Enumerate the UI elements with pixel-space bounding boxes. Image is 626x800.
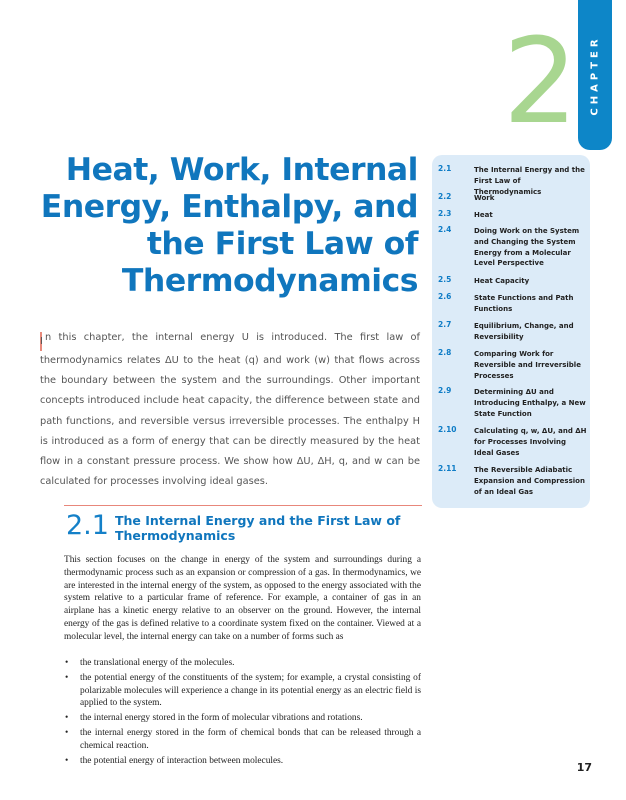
section-divider <box>64 505 422 506</box>
toc-label: Heat Capacity <box>474 277 530 285</box>
toc-number: 2.7 <box>438 320 452 329</box>
toc-number: 2.10 <box>438 425 457 434</box>
section-title: The Internal Energy and the First Law of Thermodynamics <box>115 513 401 543</box>
chapter-number: 2 <box>502 12 578 150</box>
toc-label: Equilibrium, Change, and Reversibility <box>474 322 574 341</box>
list-item <box>64 727 421 753</box>
intro-text: n this chapter, the internal energy U is introduced. The first law of thermodynamics relates ΔU to the heat (q) and work (w) that flows across the boundary between the system and the surroundings. Other important concepts introduced include heat capacity, the difference between state and path functions, and reversible versus irreversible processes. The enthalpy H is introduced as a form of energy that can be directly measured by the heat flow in a constant pressure process. We show how ΔU, ΔH, q, and w can be calculated for processes involving ideal gases. <box>40 332 420 488</box>
bullet-icon: • <box>65 755 69 766</box>
page-number: 17 <box>576 761 592 774</box>
section-paragraph: This section focuses on the change in energy of the system and surroundings during a thermodynamic process such as an expansion or compression of a gas. In thermodynamics, we are interested in the internal energy of the system, as opposed to the energy associated with the system relative to a particular frame of reference. For example, a container of gas in an airplane has a kinetic energy relative to an observer on the ground. However, the internal energy of the gas is defined relative to a coordinate system fixed on the container. Viewed at a molecular level, the internal energy can take on a number of forms such as <box>64 555 421 642</box>
toc-number: 2.4 <box>438 225 452 234</box>
list-item-text: the potential energy of the constituents of the system; for example, a crystal consisting of polarizable molecules will experience a change in its potential energy as an electric field is applied to the system. <box>80 672 421 709</box>
toc-number: 2.5 <box>438 275 452 284</box>
bullet-list <box>64 657 421 769</box>
chapter-label: CHAPTER <box>589 34 601 116</box>
toc-number: 2.2 <box>438 192 452 201</box>
toc-number: 2.11 <box>438 464 457 473</box>
toc-number: 2.8 <box>438 348 452 357</box>
toc-label: Doing Work on the System and Changing the System Energy from a Molecular Level Perspective <box>474 227 580 268</box>
list-item-text: the internal energy stored in the form of molecular vibrations and rotations. <box>80 713 363 724</box>
toc-label: Work <box>474 194 495 202</box>
toc-label: The Reversible Adiabatic Expansion and Compression of an Ideal Gas <box>474 466 585 496</box>
toc-label: Determining ΔU and Introducing Enthalpy, a New State Function <box>474 388 586 418</box>
section-number: 2.1 <box>66 510 109 541</box>
chapter-tab <box>578 0 612 150</box>
list-item-text: the internal energy stored in the form of chemical bonds that can be released through a chemical reaction. <box>80 727 421 751</box>
toc-number: 2.9 <box>438 386 452 395</box>
toc-number: 2.1 <box>438 164 452 173</box>
toc-number: 2.3 <box>438 209 452 218</box>
toc-label: Comparing Work for Reversible and Irreversible Processes <box>474 350 581 380</box>
chapter-intro <box>40 328 420 492</box>
list-item <box>64 672 421 710</box>
drop-cap: I <box>40 332 42 351</box>
list-item-text: the translational energy of the molecules. <box>80 658 235 668</box>
bullet-icon: • <box>65 727 69 738</box>
bullet-icon: • <box>65 672 69 683</box>
list-item <box>64 755 421 768</box>
list-item <box>64 712 421 725</box>
chapter-title: Heat, Work, Internal Energy, Enthalpy, and the First Law of Thermodynamics <box>40 152 418 299</box>
bullet-icon: • <box>65 713 69 724</box>
list-item-text: the potential energy of interaction between molecules. <box>80 755 284 766</box>
bullet-icon: • <box>65 658 69 668</box>
toc-label: The Internal Energy and the First Law of Thermodynamics <box>474 166 585 196</box>
toc-label: State Functions and Path Functions <box>474 294 574 313</box>
toc-label: Heat <box>474 211 493 219</box>
table-of-contents <box>432 155 590 508</box>
toc-label: Calculating q, w, ΔU, and ΔH for Processes Involving Ideal Gases <box>474 427 587 457</box>
list-item <box>64 657 421 670</box>
toc-number: 2.6 <box>438 292 452 301</box>
